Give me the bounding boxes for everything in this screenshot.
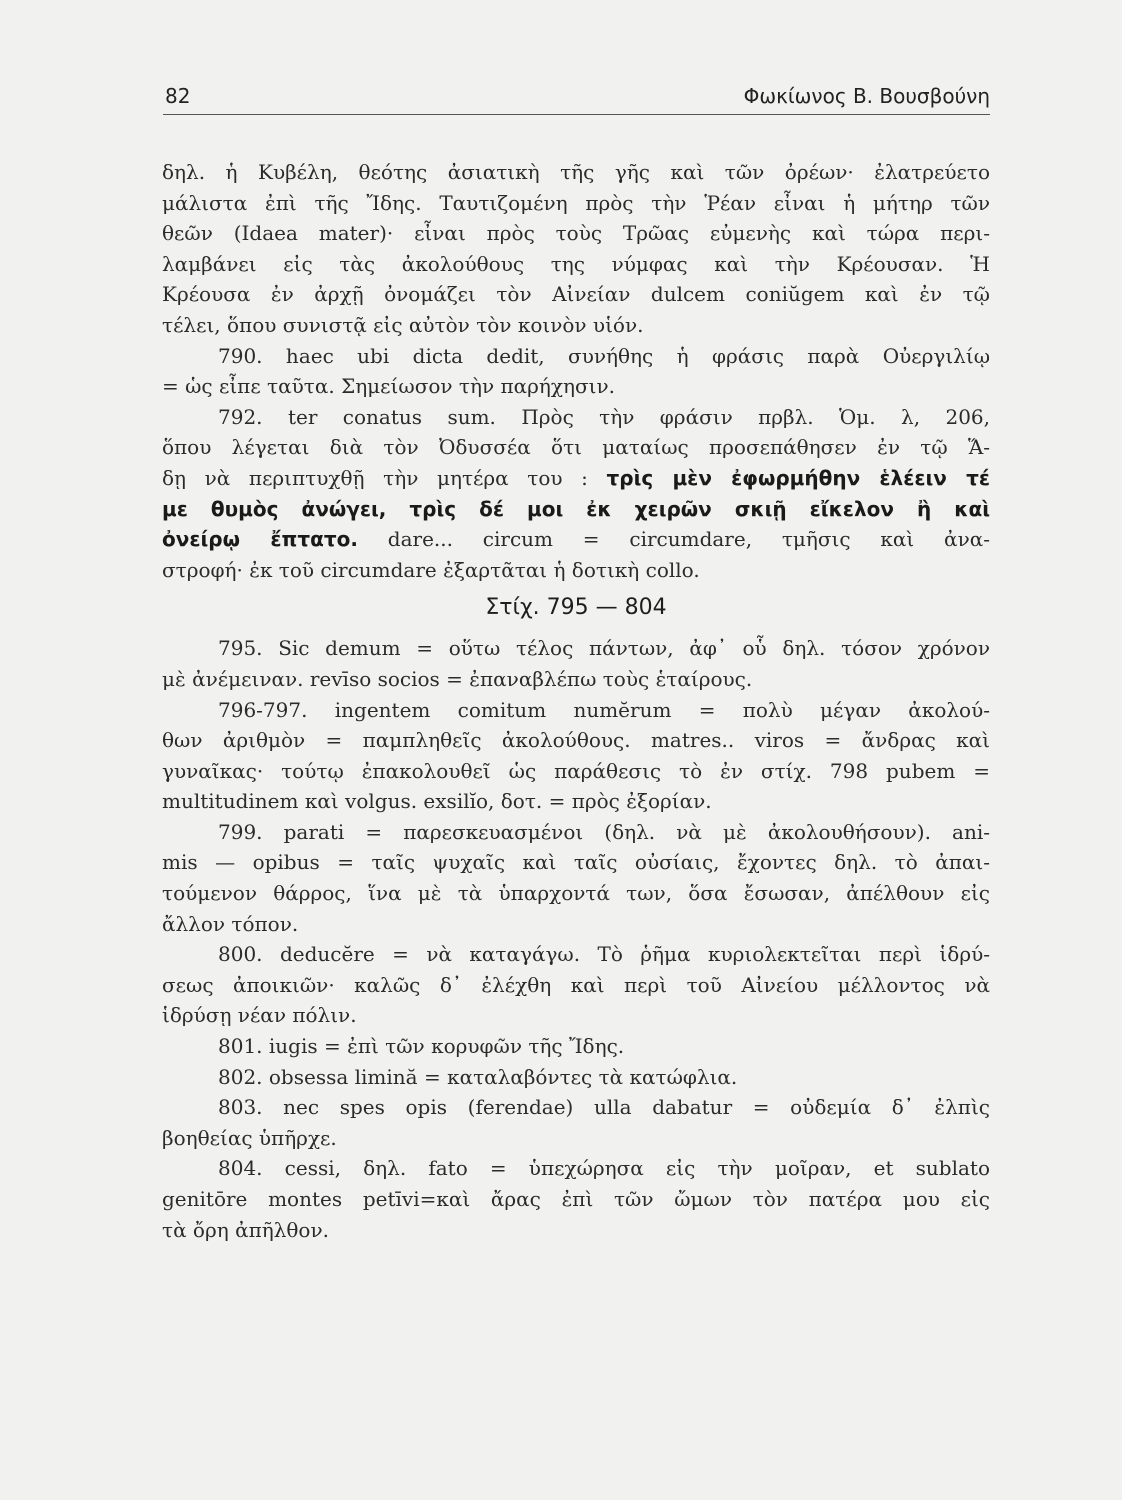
text-line: 801. iugis = ἐπὶ τῶν κορυφῶν τῆς Ἴδης. — [218, 1034, 625, 1059]
body-text — [162, 157, 990, 1245]
text-line: Κρέουσα ἐν ἀρχῇ ὀνομάζει τὸν Αἰνείαν dulcem coniŭgem καὶ ἐν τῷ — [162, 282, 990, 307]
text-run: δῃ νὰ περιπτυχθῇ τὴν μητέρα του : — [162, 465, 607, 490]
quote-bold: τρὶς μὲν ἐφωρμήθην ἑλέειν τέ — [606, 465, 990, 490]
text-line: τὰ ὄρη ἀπῆλθον. — [162, 1217, 329, 1242]
text-line: genitōre montes petīvi=καὶ ἄρας ἐπὶ τῶν ὤμων τὸν πατέρα μου εἰς — [162, 1187, 990, 1211]
section-heading: Στίχ. 795 — 804 — [485, 595, 667, 621]
text-line: = ὡς εἶπε ταῦτα. Σημείωσον τὴν παρήχησιν. — [162, 374, 615, 399]
text-run: dare... circum = circumdare, τμῆσις καὶ ἀνα- — [357, 527, 990, 552]
text-line — [162, 524, 990, 555]
text-line: θεῶν (Idaea mater)· εἶναι πρὸς τοὺς Τρῶας εὐμενὴς καὶ τώρα περι- — [162, 221, 990, 246]
text-line — [162, 463, 990, 494]
text-line: ἱδρύσῃ νέαν πόλιν. — [162, 1003, 357, 1028]
text-line: μὲ ἀνέμειναν. revīso socios = ἐπαναβλέπω τοὺς ἑταίρους. — [162, 666, 753, 691]
text-line: 799. parati = παρεσκευασμένοι (δηλ. νὰ μὲ ἀκολουθήσουν). ani- — [218, 819, 990, 844]
text-line: multitudinem καὶ volgus. exsilĭo, δοτ. = πρὸς ἐξορίαν. — [162, 789, 712, 814]
text-line: δηλ. ἡ Κυβέλη, θεότης ἀσιατικὴ τῆς γῆς καὶ τῶν ὀρέων· ἐλατρεύετο — [162, 160, 990, 184]
text-line: τέλει, ὅπου συνιστᾷ εἰς αὐτὸν τὸν κοινὸν υἱόν. — [162, 312, 644, 337]
text-line: 803. nec spes opis (ferendae) ulla dabatur = οὐδεμία δ᾽ ἐλπὶς — [218, 1095, 990, 1120]
quote-line-bold: με θυμὸς ἀνώγει, τρὶς δέ μοι ἐκ χειρῶν σκιῇ εἴκελον ἢ καὶ — [162, 496, 990, 521]
text-line: τούμενον θάρρος, ἵνα μὲ τὰ ὑπαρχοντά των, ὅσα ἔσωσαν, ἀπέλθουν εἰς — [162, 881, 990, 906]
text-line: ἄλλον τόπον. — [162, 911, 299, 936]
text-line: μάλιστα ἐπὶ τῆς Ἴδης. Ταυτιζομένη πρὸς τὴν Ῥέαν εἶναι ἡ μήτηρ τῶν — [162, 190, 990, 215]
text-line: βοηθείας ὑπῆρχε. — [162, 1125, 337, 1150]
text-line: 790. haec ubi dicta dedit, συνήθης ἡ φράσις παρὰ Οὐεργιλίῳ — [218, 343, 990, 368]
text-line: σεως ἀποικιῶν· καλῶς δ᾽ ἐλέχθη καὶ περὶ τοῦ Αἰνείου μέλλοντος νὰ — [162, 972, 990, 997]
text-line: 800. deducĕre = νὰ καταγάγω. Τὸ ῥῆμα κυριολεκτεῖται περὶ ἱδρύ- — [218, 942, 990, 967]
text-line: 792. ter conatus sum. Πρὸς τὴν φράσιν πρβλ. Ὁμ. λ, 206, — [218, 404, 990, 429]
page-header — [163, 80, 990, 115]
quote-bold: ὀνείρῳ ἔπτατο. — [162, 527, 358, 552]
text-line: 804. cessi, δηλ. fato = ὑπεχώρησα εἰς τὴν μοῖραν, et sublato — [218, 1156, 990, 1181]
text-line: θων ἀριθμὸν = παμπληθεῖς ἀκολούθους. matres.. viros = ἄνδρας καὶ — [162, 728, 990, 753]
text-line: 795. Sic demum = οὕτω τέλος πάντων, ἀφ᾽ οὗ δηλ. τόσον χρόνον — [218, 636, 990, 661]
text-line: γυναῖκας· τούτῳ ἐπακολουθεῖ ὡς παράθεσις τὸ ἐν στίχ. 798 pubem = — [162, 758, 990, 783]
text-line: ὅπου λέγεται διὰ τὸν Ὀδυσσέα ὅτι ματαίως προσεπάθησεν ἐν τῷ Ἅ- — [162, 435, 990, 460]
running-head: Φωκίωνος Β. Βουσβούνη — [743, 84, 990, 108]
text-line: 796-797. ingentem comitum numĕrum = πολὺ μέγαν ἀκολού- — [218, 697, 990, 722]
text-line: στροφή· ἐκ τοῦ circumdare ἐξαρτᾶται ἡ δοτικὴ collo. — [162, 557, 700, 582]
text-line: λαμβάνει εἰς τὰς ἀκολούθους της νύμφας καὶ τὴν Κρέουσαν. Ἡ — [162, 251, 990, 276]
page-number: 82 — [165, 84, 191, 108]
text-line: mis — opibus = ταῖς ψυχαῖς καὶ ταῖς οὐσίαις, ἔχοντες δηλ. τὸ ἀπαι- — [162, 850, 990, 875]
text-line: 802. obsessa limină = καταλαβόντες τὰ κατώφλια. — [218, 1064, 738, 1089]
